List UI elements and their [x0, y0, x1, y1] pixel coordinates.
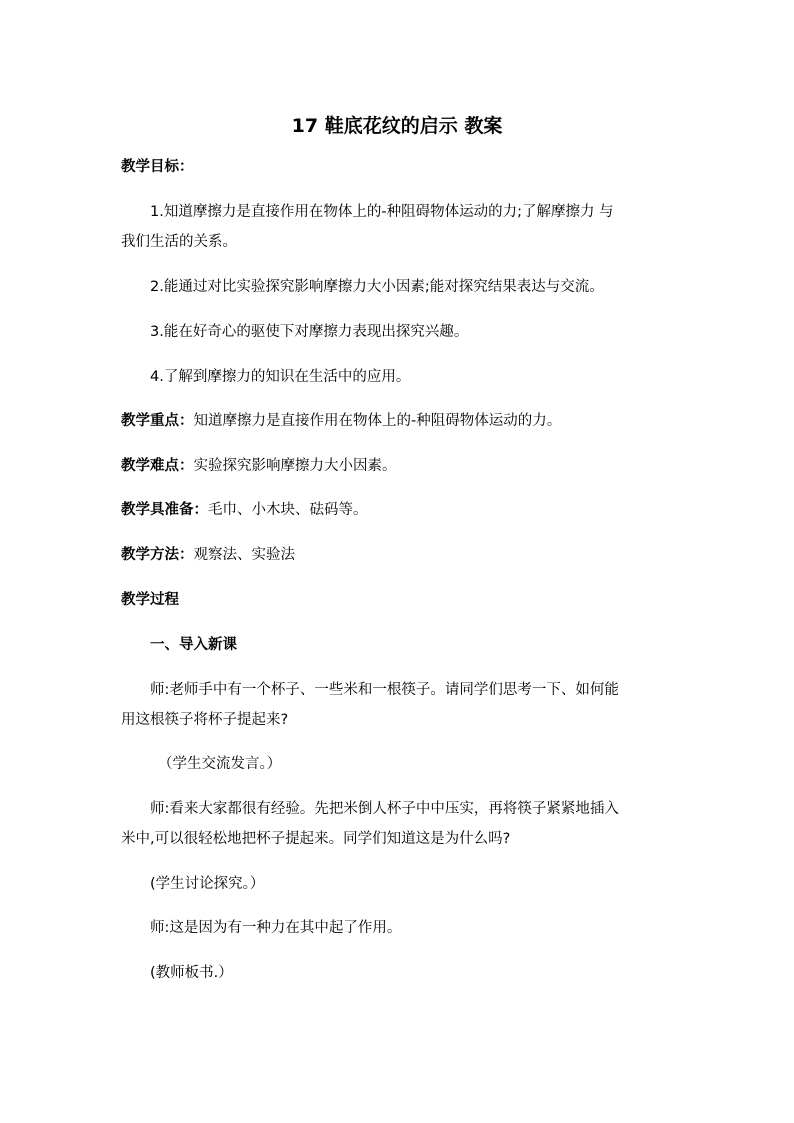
paragraph-3-line-2: 米中,可以很轻松地把杯子提起来。同学们知道这是为什么吗? [121, 831, 511, 847]
paragraph-2: （学生交流发言。） [158, 756, 282, 772]
key-point-line [121, 410, 561, 432]
objectives-heading: 教学目标： [121, 159, 194, 175]
objective-2: 2.能通过对比实验探究影响摩擦力大小因素;能对探究结果表达与交流。 [150, 279, 604, 295]
key-point-text: 知道摩擦力是直接作用在物体上的-种阻碍物体运动的力。 [193, 413, 562, 429]
difficulty-label: 教学难点： [121, 458, 194, 474]
paragraph-4: (学生讨论探究。） [150, 876, 265, 892]
paragraph-1-line-1: 师:老师手中有一个杯子、一些米和一根筷子。请同学们思考一下、如何能 [150, 682, 619, 698]
key-point-label: 教学重点： [121, 413, 194, 429]
materials-label: 教学具准备： [121, 502, 208, 518]
materials-text: 毛巾、小木块、砝码等。 [208, 502, 368, 518]
objective-1-line-2: 我们生活的关系。 [121, 234, 237, 250]
difficulty-line [121, 455, 397, 477]
objective-3: 3.能在好奇心的驱使下对摩擦力表现出探究兴趣。 [150, 324, 469, 340]
methods-text: 观察法、实验法 [193, 547, 295, 563]
methods-label: 教学方法： [121, 547, 194, 563]
paragraph-5: 师:这是因为有一种力在其中起了作用。 [150, 920, 402, 936]
process-heading: 教学过程 [121, 592, 179, 608]
section-1-heading: 一、导入新课 [150, 637, 237, 653]
paragraph-1-line-2: 用这根筷子将杯子提起来? [121, 712, 289, 728]
materials-line [121, 499, 368, 521]
paragraph-3-line-1: 师:看来大家都很有经验。先把米倒人杯子中中压实，再将筷子紧紧地插入 [150, 801, 619, 817]
difficulty-text: 实验探究影响摩擦力大小因素。 [193, 458, 397, 474]
document-title: 17 鞋底花纹的启示 教案 [291, 115, 503, 137]
objective-4: 4.了解到摩擦力的知识在生活中的应用。 [150, 369, 411, 385]
paragraph-6: (教师板书.） [150, 965, 233, 981]
methods-line [121, 544, 295, 566]
objective-1-line-1: 1.知道摩擦力是直接作用在物体上的-种阻碍物体运动的力;了解摩擦力 与 [150, 204, 614, 220]
